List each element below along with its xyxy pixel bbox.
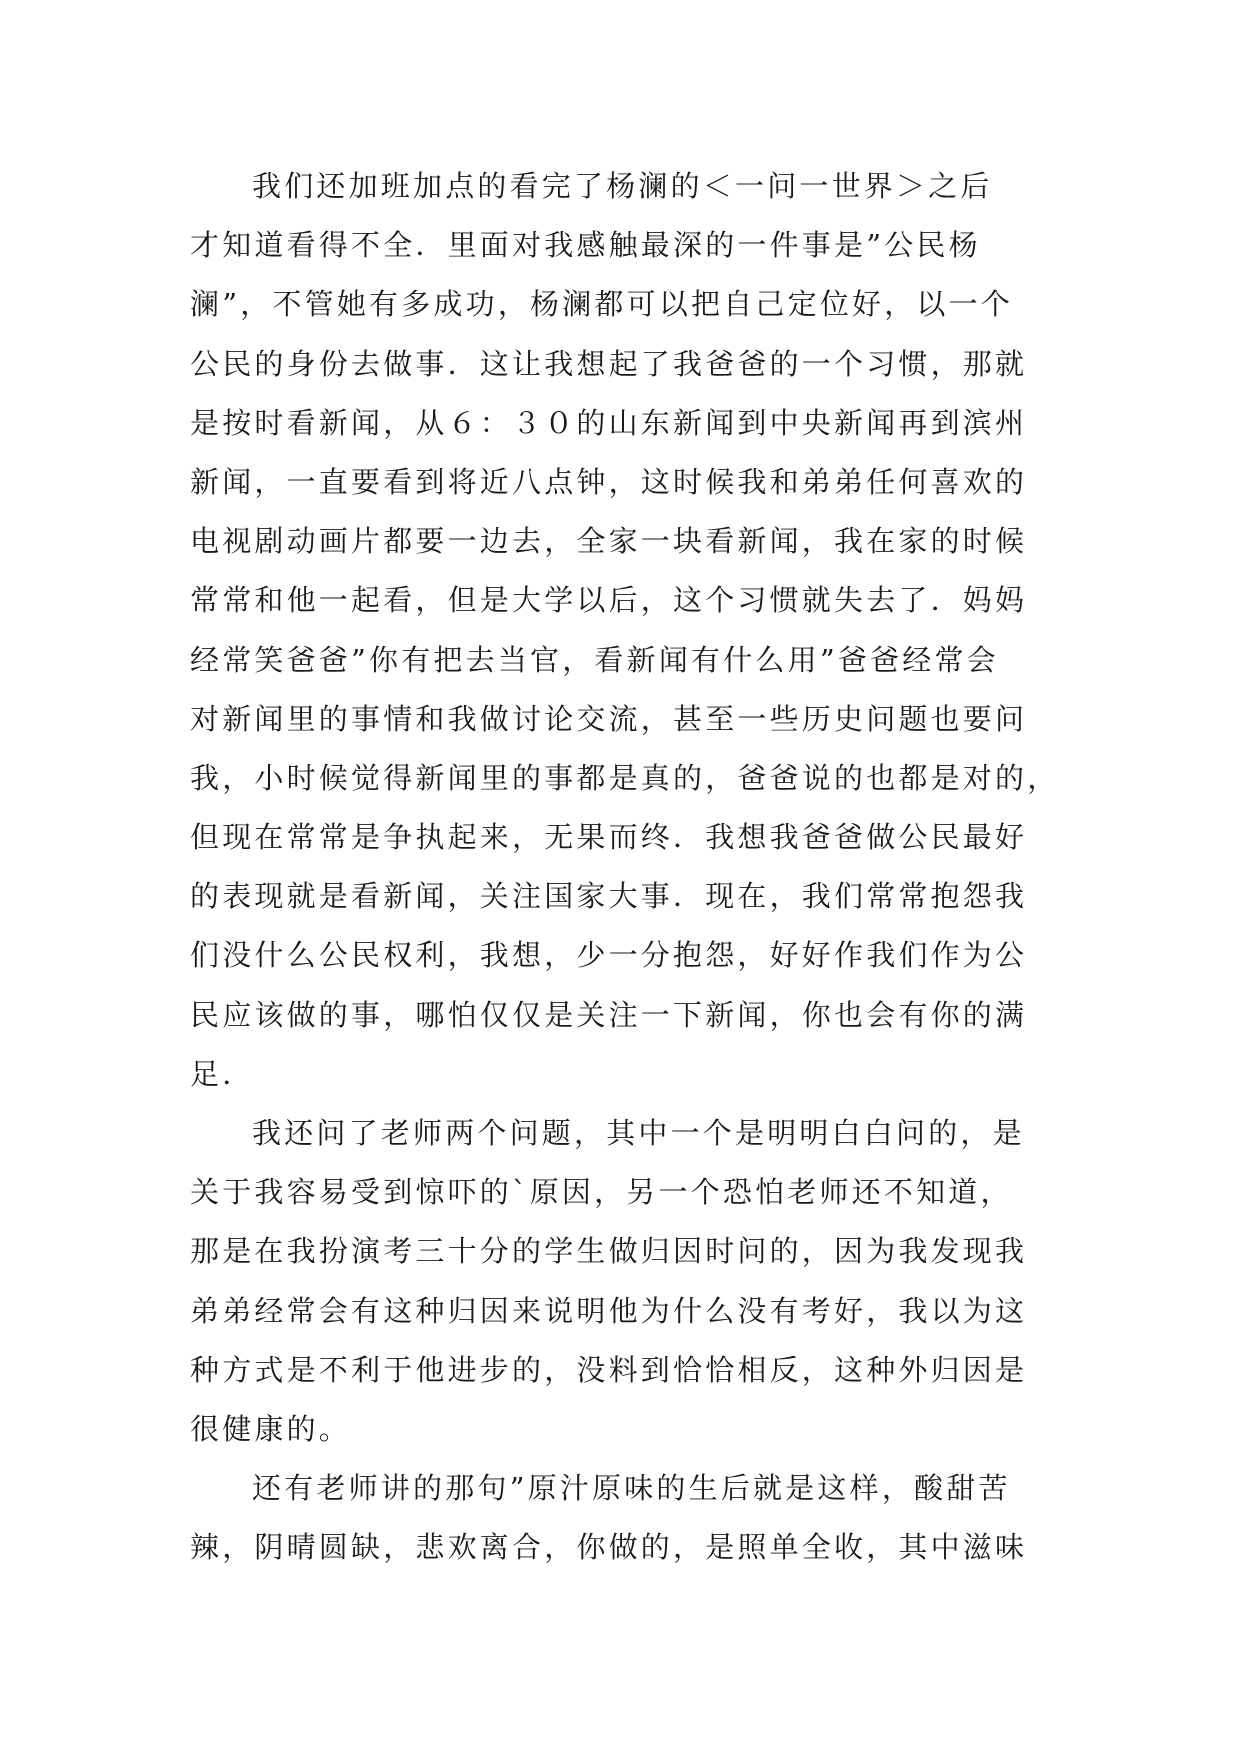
paragraph-1-line-10: 对新闻里的事情和我做讨论交流，甚至一些历史问题也要问: [190, 701, 1028, 736]
paragraph-2-line-4: 弟弟经常会有这种归因来说明他为什么没有考好，我以为这: [190, 1293, 1028, 1328]
paragraph-1-line-7: 电视剧动画片都要一边去，全家一块看新闻，我在家的时候: [190, 524, 1028, 559]
paragraph-2-line-3: 那是在我扮演考三十分的学生做归因时问的，因为我发现我: [190, 1234, 1028, 1269]
body-text: [190, 157, 1060, 1578]
paragraph-3-line-1: 还有老师讲的那句”原汁原味的生后就是这样，酸甜苦: [252, 1471, 1011, 1506]
paragraph-2-line-5: 种方式是不利于他进步的，没料到恰恰相反，这种外归因是: [190, 1352, 1028, 1387]
paragraph-1-line-3: 澜”，不管她有多成功，杨澜都可以把自己定位好，以一个: [190, 287, 1014, 322]
paragraph-1-line-16: 足．: [190, 1056, 255, 1091]
paragraph-3-line-2: 辣，阴晴圆缺，悲欢离合，你做的，是照单全收，其中滋味: [190, 1530, 1028, 1565]
paragraph-2-line-6: 很健康的。: [190, 1411, 352, 1446]
paragraph-1-line-2: 才知道看得不全．里面对我感触最深的一件事是”公民杨: [190, 228, 981, 263]
paragraph-1-line-9: 经常笑爸爸”你有把去当官，看新闻有什么用”爸爸经常会: [190, 642, 999, 677]
paragraph-2-line-2: 关于我容易受到惊吓的`原因，另一个恐怕老师还不知道，: [190, 1175, 1013, 1210]
paragraph-1-line-6: 新闻，一直要看到将近八点钟，这时候我和弟弟任何喜欢的: [190, 464, 1028, 499]
paragraph-1-line-8: 常常和他一起看，但是大学以后，这个习惯就失去了．妈妈: [190, 583, 1028, 618]
paragraph-2-line-1: 我还问了老师两个问题，其中一个是明明白白问的，是: [252, 1116, 1025, 1150]
paragraph-1-line-14: 们没什么公民权利，我想，少一分抱怨，好好作我们作为公: [190, 938, 1028, 973]
paragraph-1-line-13: 的表现就是看新闻，关注国家大事．现在，我们常常抱怨我: [190, 879, 1028, 914]
paragraph-1-line-5: 是按时看新闻，从６：３０的山东新闻到中央新闻再到滨州: [190, 405, 1028, 440]
paragraph-1-line-1: 我们还加班加点的看完了杨澜的＜一问一世界＞之后: [252, 169, 993, 203]
paragraph-1-line-4: 公民的身份去做事．这让我想起了我爸爸的一个习惯，那就: [190, 346, 1028, 381]
paragraph-1-line-12: 但现在常常是争执起来，无果而终．我想我爸爸做公民最好: [190, 820, 1028, 855]
paragraph-1-line-15: 民应该做的事，哪怕仅仅是关注一下新闻，你也会有你的满: [190, 997, 1028, 1032]
paragraph-1-line-11: 我，小时候觉得新闻里的事都是真的，爸爸说的也都是对的，: [190, 760, 1060, 795]
